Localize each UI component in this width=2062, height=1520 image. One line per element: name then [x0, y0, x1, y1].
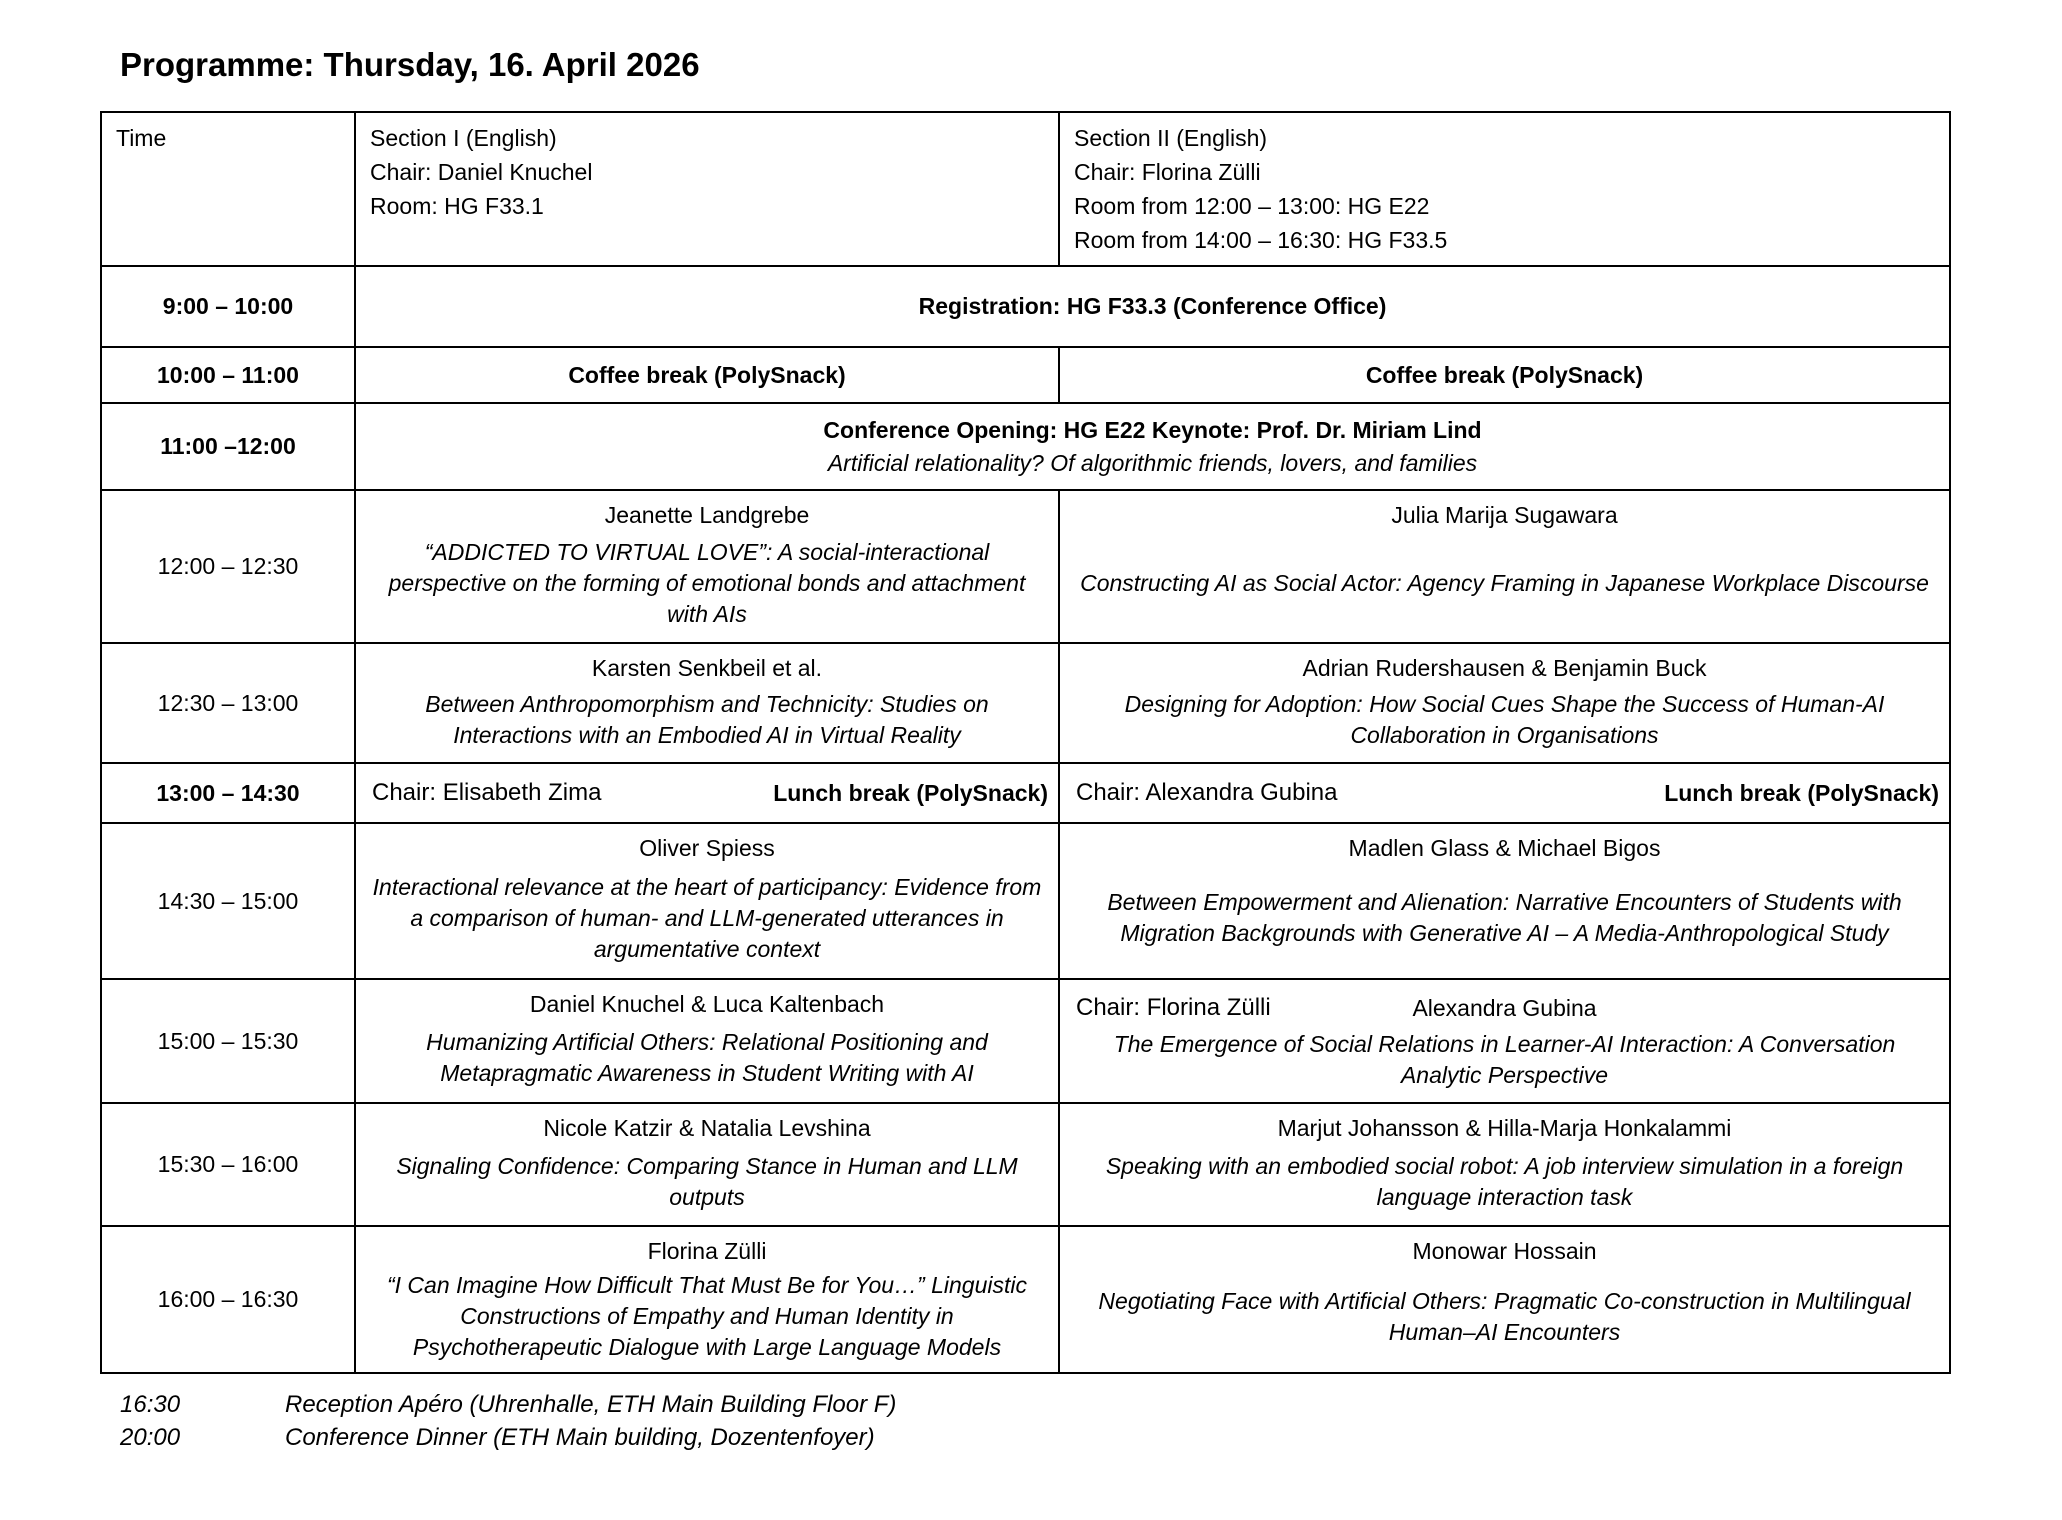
header-row	[101, 112, 1950, 266]
row-session-1230	[101, 643, 1950, 763]
programme-table	[100, 111, 1951, 1374]
talk-title: Negotiating Face with Artificial Others: Pragmatic Co-construction in Multilingual Human–AI Encounters	[1098, 1287, 1911, 1345]
talk-title: Interactional relevance at the heart of participancy: Evidence from a comparison of human- and LLM-generated utterances in argumentative context	[372, 873, 1042, 962]
section1-title: Section I (English)	[370, 125, 557, 151]
speaker-name: Nicole Katzir & Natalia Levshina	[543, 1115, 871, 1141]
header-section2	[1059, 112, 1950, 266]
talk-cell	[355, 1226, 1059, 1373]
time-cell: 9:00 – 10:00	[101, 266, 355, 347]
dinner-time: 20:00	[120, 1424, 181, 1451]
dinner-line	[120, 1421, 2062, 1454]
time-cell: 15:30 – 16:00	[101, 1103, 355, 1226]
talk-cell	[1059, 1226, 1950, 1373]
dinner-event: Conference Dinner (ETH Main building, Dozentenfoyer)	[285, 1424, 875, 1451]
chair-label: Chair: Alexandra Gubina	[1076, 779, 1338, 806]
row-lunch-break	[101, 763, 1950, 823]
talk-title: Constructing AI as Social Actor: Agency Framing in Japanese Workplace Discourse	[1080, 570, 1929, 596]
keynote-title: Artificial relationality? Of algorithmic friends, lovers, and families	[827, 449, 1478, 476]
time-cell: 15:00 – 15:30	[101, 979, 355, 1103]
speaker-name: Karsten Senkbeil et al.	[591, 655, 823, 681]
speaker-name: Jeanette Landgrebe	[604, 502, 810, 528]
talk-cell	[1059, 490, 1950, 643]
talk-cell	[1059, 823, 1950, 979]
header-time: Time	[101, 112, 355, 266]
talk-cell	[1059, 1103, 1950, 1226]
lunch-break-label: Lunch break (PolySnack)	[1664, 779, 1939, 806]
row-session-1600	[101, 1226, 1950, 1373]
row-session-1430	[101, 823, 1950, 979]
talk-title: “ADDICTED TO VIRTUAL LOVE”: A social-interactional perspective on the forming of emotional bonds and attachment with AIs	[388, 539, 1026, 627]
section2-chair: Chair: Florina Zülli	[1074, 159, 1261, 185]
time-cell: 13:00 – 14:30	[101, 763, 355, 823]
lunch-break-label: Lunch break (PolySnack)	[773, 779, 1048, 806]
talk-title: Designing for Adoption: How Social Cues Shape the Success of Human-AI Collaboration in Organisations	[1124, 691, 1885, 748]
talk-cell	[355, 1103, 1059, 1226]
header-section1	[355, 112, 1059, 266]
talk-cell	[355, 490, 1059, 643]
section1-room: Room: HG F33.1	[370, 193, 544, 219]
section1-chair: Chair: Daniel Knuchel	[370, 159, 593, 185]
row-coffee-break	[101, 347, 1950, 403]
evening-programme	[120, 1388, 2062, 1454]
reception-event: Reception Apéro (Uhrenhalle, ETH Main Building Floor F)	[285, 1391, 897, 1418]
time-cell: 10:00 – 11:00	[101, 347, 355, 403]
row-session-1530	[101, 1103, 1950, 1226]
talk-title: Between Empowerment and Alienation: Narrative Encounters of Students with Migration Backgrounds with Generative AI – A Media-Anthropological Study	[1107, 889, 1902, 946]
talk-title: Signaling Confidence: Comparing Stance in Human and LLM outputs	[396, 1152, 1018, 1210]
speaker-name: Oliver Spiess	[639, 835, 775, 861]
speaker-name: Alexandra Gubina	[1412, 995, 1597, 1021]
speaker-name: Madlen Glass & Michael Bigos	[1348, 835, 1661, 861]
talk-cell	[1059, 643, 1950, 763]
time-cell: 12:00 – 12:30	[101, 490, 355, 643]
talk-title: Speaking with an embodied social robot: A job interview simulation in a foreign language interaction task	[1105, 1152, 1904, 1210]
lunch-cell-right	[1059, 763, 1950, 823]
talk-cell	[1059, 979, 1950, 1103]
speaker-name: Julia Marija Sugawara	[1391, 502, 1618, 528]
reception-line	[120, 1388, 2062, 1421]
row-registration	[101, 266, 1950, 347]
time-cell: 14:30 – 15:00	[101, 823, 355, 979]
reception-time: 16:30	[120, 1391, 181, 1418]
talk-title: Humanizing Artificial Others: Relational Positioning and Metapragmatic Awareness in Student Writing with AI	[426, 1029, 988, 1086]
registration-cell: Registration: HG F33.3 (Conference Office)	[355, 266, 1950, 347]
chair-label: Chair: Florina Zülli	[1076, 994, 1271, 1021]
talk-cell	[355, 823, 1059, 979]
time-cell: 12:30 – 13:00	[101, 643, 355, 763]
speaker-name: Florina Zülli	[647, 1238, 767, 1264]
speaker-name: Adrian Rudershausen & Benjamin Buck	[1302, 655, 1707, 681]
coffee-break-left: Coffee break (PolySnack)	[355, 347, 1059, 403]
time-cell: 16:00 – 16:30	[101, 1226, 355, 1373]
talk-title: “I Can Imagine How Difficult That Must Be for You…” Linguistic Constructions of Empathy and Human Identity in Psychotherapeutic Dialogue with Large Language Models	[386, 1272, 1027, 1360]
time-cell: 11:00 –12:00	[101, 403, 355, 490]
row-session-1200	[101, 490, 1950, 643]
talk-cell	[355, 979, 1059, 1103]
speaker-name: Daniel Knuchel & Luca Kaltenbach	[529, 991, 885, 1017]
row-session-1500	[101, 979, 1950, 1103]
speaker-name: Monowar Hossain	[1412, 1238, 1597, 1264]
section2-room2: Room from 14:00 – 16:30: HG F33.5	[1074, 227, 1448, 253]
talk-title: The Emergence of Social Relations in Learner-AI Interaction: A Conversation Analytic Perspective	[1113, 1031, 1896, 1088]
talk-cell	[355, 643, 1059, 763]
coffee-break-right: Coffee break (PolySnack)	[1059, 347, 1950, 403]
section2-room1: Room from 12:00 – 13:00: HG E22	[1074, 193, 1430, 219]
lunch-cell-left	[355, 763, 1059, 823]
page-title: Programme: Thursday, 16. April 2026	[120, 46, 700, 83]
section2-title: Section II (English)	[1074, 125, 1268, 151]
opening-keynote: Conference Opening: HG E22 Keynote: Prof. Dr. Miriam Lind	[823, 416, 1482, 443]
chair-label: Chair: Elisabeth Zima	[372, 779, 602, 806]
row-conference-opening	[101, 403, 1950, 490]
speaker-name: Marjut Johansson & Hilla-Marja Honkalammi	[1277, 1115, 1732, 1141]
talk-title: Between Anthropomorphism and Technicity: Studies on Interactions with an Embodied AI in Virtual Reality	[425, 691, 989, 748]
conference-opening-cell	[355, 403, 1950, 490]
